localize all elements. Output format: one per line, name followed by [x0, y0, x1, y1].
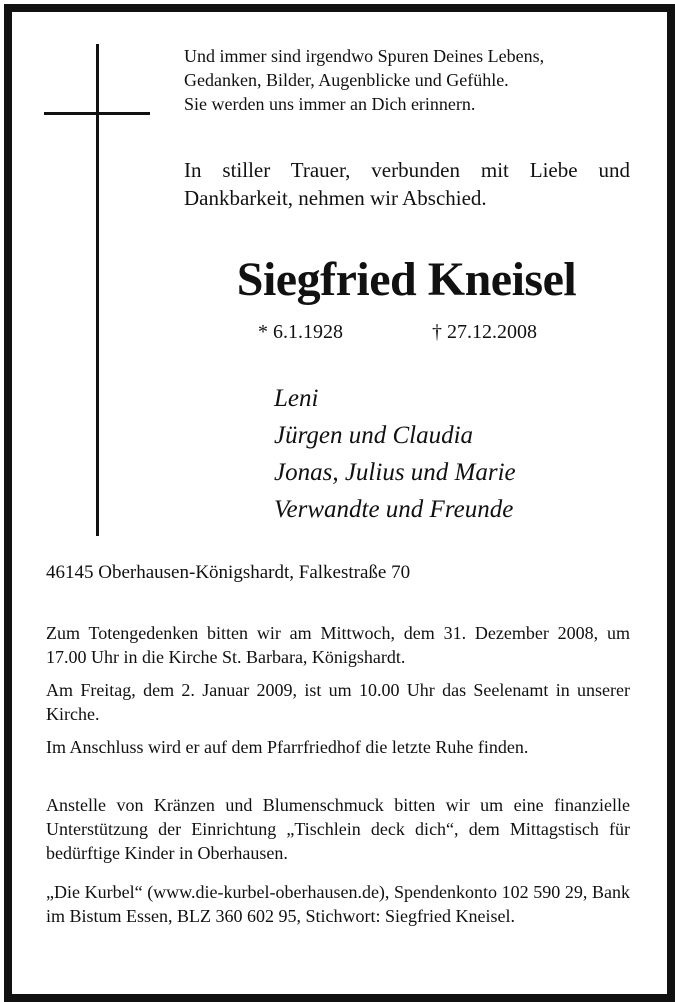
- poem-line: Sie werden uns immer an Dich erinnern.: [184, 94, 476, 114]
- mourners-list: [274, 380, 516, 528]
- birth-date: * 6.1.1928: [258, 321, 343, 343]
- poem-line: Gedanken, Bilder, Augenblicke und Gefühle.: [184, 70, 509, 90]
- address: 46145 Oberhausen-Königshardt, Falkestraße 70: [46, 562, 411, 583]
- requiem-notice: Am Freitag, dem 2. Januar 2009, ist um 10.00 Uhr das Seelenamt in unserer Kirche.: [46, 680, 630, 724]
- memorial-notice: Zum Totengedenken bitten wir am Mittwoch, dem 31. Dezember 2008, um 17.00 Uhr in die Kirche St. Barbara, Königshardt.: [46, 623, 630, 667]
- intro-text: In stiller Trauer, verbunden mit Liebe und Dankbarkeit, nehmen wir Abschied.: [184, 158, 630, 210]
- poem-line: Und immer sind irgendwo Spuren Deines Lebens,: [184, 46, 545, 66]
- cross-icon-beam: [44, 112, 150, 115]
- mourner: Jonas, Julius und Marie: [274, 459, 516, 486]
- mourner: Verwandte und Freunde: [274, 496, 514, 523]
- donation-account: „Die Kurbel“ (www.die-kurbel-oberhausen.de), Spendenkonto 102 590 29, Bank im Bistum Essen, BLZ 360 602 95, Stichwort: Siegfried Kneisel.: [46, 882, 630, 926]
- deceased-name: Siegfried Kneisel: [236, 253, 577, 306]
- mourner: Jürgen und Claudia: [274, 422, 474, 449]
- burial-notice: Im Anschluss wird er auf dem Pfarrfriedhof die letzte Ruhe finden.: [46, 737, 529, 757]
- poem: [184, 44, 624, 116]
- mourner: Leni: [274, 385, 319, 412]
- donation-notice: Anstelle von Kränzen und Blumenschmuck bitten wir um eine finanzielle Unterstützung der Einrichtung „Tischlein deck dich“, dem Mittagstisch für bedürftige Kinder in Oberhausen.: [46, 795, 630, 863]
- death-date: † 27.12.2008: [432, 321, 537, 343]
